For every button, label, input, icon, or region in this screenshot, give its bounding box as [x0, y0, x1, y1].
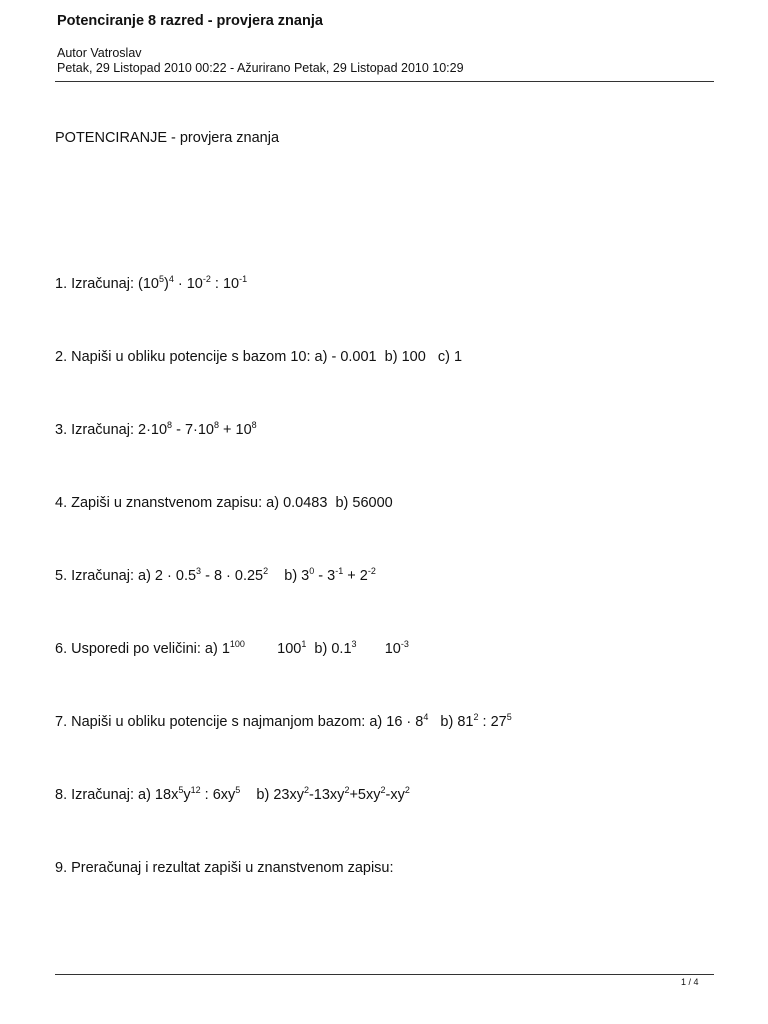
- header-divider: [55, 81, 714, 82]
- question-6: 6. Usporedi po veličini: a) $1^{100}$ $100^1$ b) $0.1^3$ $10^{-3}$: [55, 639, 409, 657]
- section-heading: POTENCIRANJE - provjera znanja: [55, 130, 280, 146]
- question-3: 3. Izračunaj: $2\cdot 10^8 - 7\cdot 10^8 + 10^8$: [55, 420, 257, 438]
- date-line: Petak, 29 Listopad 2010 00:22 - Ažurirano Petak, 29 Listopad 2010 10:29: [57, 61, 464, 75]
- author-line: Autor Vatroslav: [57, 46, 142, 60]
- footer-divider: [55, 974, 714, 975]
- question-9: 9. Preračunaj i rezultat zapiši u znanstvenom zapisu:: [55, 860, 394, 876]
- page-title: Potenciranje 8 razred - provjera znanja: [57, 13, 323, 29]
- question-4: 4. Zapiši u znanstvenom zapisu: a) 0.0483 b) 56000: [55, 495, 393, 511]
- page-number: 1 / 4: [681, 977, 699, 987]
- question-1: 1. Izračunaj: $(10^5)^4 \cdot 10^{-2}$ : $10^{-1}$: [55, 274, 248, 292]
- question-8: 8. Izračunaj: a) $18x^5y^{12}$ : $6xy^5$ b) $23xy^2-13xy^2+5xy^2-xy^2$: [55, 785, 410, 803]
- question-2: 2. Napiši u obliku potencije s bazom 10: a) - 0.001 b) 100 c) 1: [55, 349, 463, 365]
- question-5: 5. Izračunaj: a) $2 \cdot 0.5^3 - 8 \cdot 0.25^2$ b) $3^0 - 3^{-1} + 2^{-2}$: [55, 566, 376, 584]
- question-7: 7. Napiši u obliku potencije s najmanjom bazom: a) $16 \cdot 8^4$ b) $81^2$ : $27^5$: [55, 712, 512, 730]
